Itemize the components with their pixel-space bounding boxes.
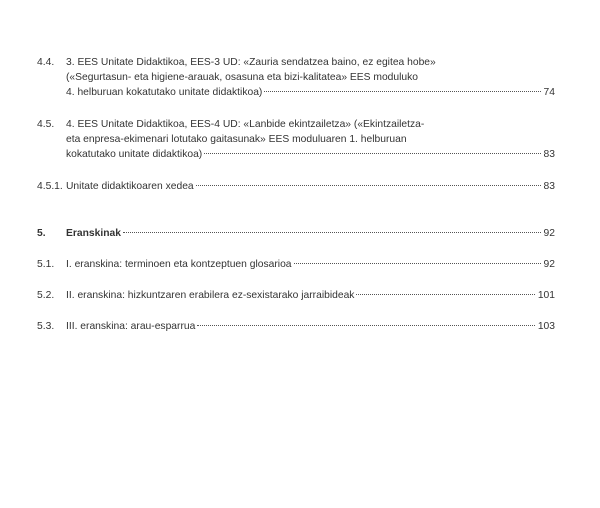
dot-leader [197, 325, 534, 326]
dot-leader [356, 294, 534, 295]
toc-entry-4-5-1[interactable] [37, 179, 555, 194]
toc-entry-text-line: I. eranskina: terminoen eta kontzeptuen glosarioa [66, 259, 292, 270]
toc-entry-4-5[interactable] [37, 117, 555, 162]
toc-page-number: 103 [537, 321, 555, 332]
toc-entry-number: 4.5. [37, 119, 55, 130]
toc-entry-text-line: kokatutako unitate didaktikoa) [66, 149, 203, 160]
toc-entry-number: 5.3. [37, 321, 55, 332]
toc-entry-text-line: III. eranskina: arau-esparrua [66, 321, 196, 332]
toc-entry-number: 5.1. [37, 259, 55, 270]
toc-entry-text-line: 4. helburuan kokatutako unitate didaktikoa) [66, 87, 263, 98]
toc-entry-5-3[interactable] [37, 319, 555, 334]
toc-entry-text-line: eta enpresa-ekimenari lotutako gaitasunak» EES moduluaren 1. helburuan [66, 134, 407, 145]
toc-entry-number: 4.5.1. [37, 181, 63, 192]
dot-leader [123, 232, 541, 233]
dot-leader [294, 263, 541, 264]
toc-entry-5-1[interactable] [37, 257, 555, 272]
toc-page-number: 74 [543, 87, 555, 98]
toc-entry-4-4[interactable] [37, 55, 555, 100]
dot-leader [196, 185, 541, 186]
toc-page-number: 101 [537, 290, 555, 301]
toc-entry-text-line: 3. EES Unitate Didaktikoa, EES-3 UD: «Zauria sendatzea baino, ez egitea hobe» [66, 57, 436, 68]
toc-entry-number: 5.2. [37, 290, 55, 301]
toc-entry-text-line: 4. EES Unitate Didaktikoa, EES-4 UD: «Lanbide ekintzailetza» («Ekintzailetza- [66, 119, 425, 130]
toc-entry-5[interactable] [37, 226, 555, 241]
toc-entry-5-2[interactable] [37, 288, 555, 303]
toc-entry-text-line: («Segurtasun- eta higiene-arauak, osasuna eta bizi-kalitatea» EES moduluko [66, 72, 419, 83]
toc-entry-text-line: II. eranskina: hizkuntzaren erabilera ez-sexistarako jarraibideak [66, 290, 355, 301]
dot-leader [204, 153, 540, 154]
toc-page-number: 83 [543, 149, 555, 160]
dot-leader [264, 91, 540, 92]
toc-page-number: 92 [543, 259, 555, 270]
toc-page-number: 92 [543, 228, 555, 239]
toc-entry-number: 5. [37, 228, 46, 239]
toc-entry-text-line: Unitate didaktikoaren xedea [66, 181, 194, 192]
toc-entry-number: 4.4. [37, 57, 55, 68]
toc-section-title: Eranskinak [66, 228, 121, 239]
toc-page-number: 83 [543, 181, 555, 192]
